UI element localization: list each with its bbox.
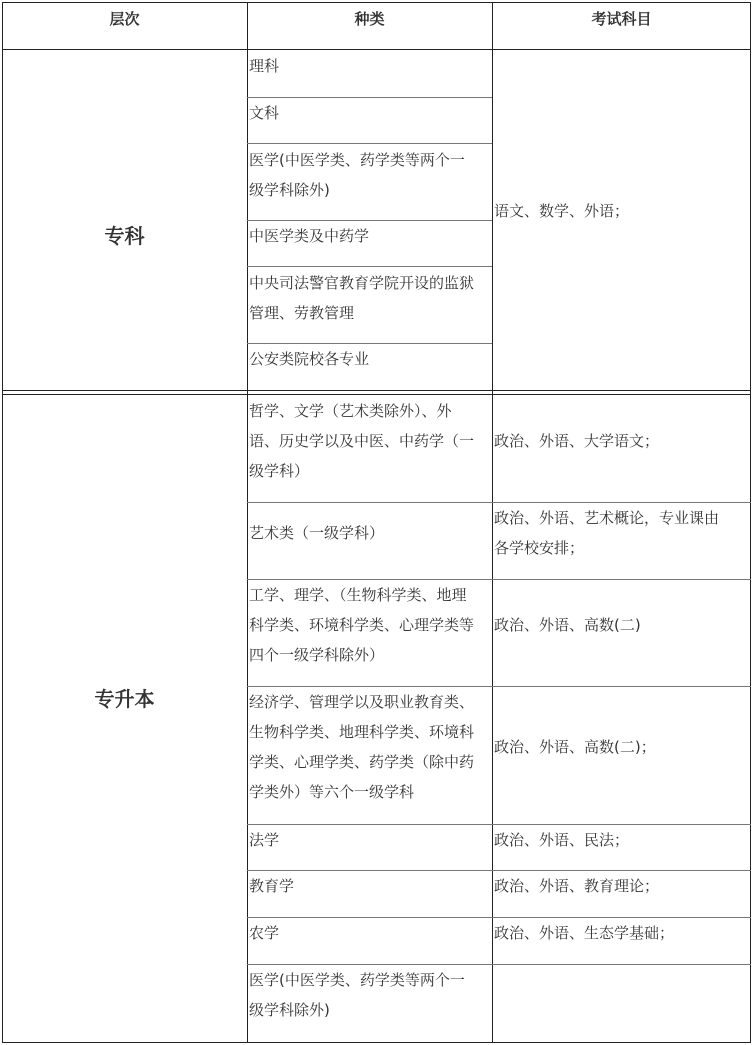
category-cell: 理科: [249, 57, 280, 75]
category-cell: 医学(中医学类、药学类等两个一 级学科除外): [249, 151, 465, 199]
category-cell: 医学(中医学类、药学类等两个一 级学科除外): [249, 971, 465, 1019]
subject-cell: 政治、外语、高数(二)；: [494, 738, 656, 756]
category-cell: 哲学、文学（艺术类除外）、外 语、历史学以及中医、中药学（一 级学科）: [249, 402, 475, 480]
category-cell: 中医学类及中药学: [249, 227, 370, 245]
column-divider: [492, 2, 493, 1043]
category-cell: 经济学、管理学以及职业教育类、 生物科学类、地理科学类、环境科 学类、心理学类、药学类（除中药 学类外）等六个一级学科: [249, 693, 475, 801]
category-cell: 艺术类（一级学科）: [249, 524, 385, 542]
level-zhuanke: 专科: [104, 224, 145, 248]
category-cell: 工学、理学、（生物科学类、地理 科学类、环境科学类、心理学类等 四个一级学科除外）: [249, 586, 475, 664]
section-divider: [2, 394, 751, 395]
header-subjects: 考试科目: [591, 10, 652, 28]
subject-cell: 政治、外语、民法；: [494, 831, 630, 849]
category-cell: 公安类院校各专业: [249, 350, 370, 368]
subject-cell: 政治、外语、大学语文；: [494, 432, 660, 450]
subject-cell: 政治、外语、教育理论；: [494, 877, 660, 895]
subject-cell: 语文、数学、外语；: [494, 202, 630, 220]
section-divider: [2, 390, 751, 391]
header-divider: [2, 49, 751, 50]
category-cell: 法学: [249, 831, 280, 849]
column-divider: [247, 2, 248, 1043]
category-cell: 教育学: [249, 877, 295, 895]
level-zhuanshengben: 专升本: [94, 687, 155, 711]
row-divider: [247, 143, 492, 144]
subject-cell: 政治、外语、高数(二): [494, 616, 641, 634]
category-cell: 中央司法警官教育学院开设的监狱 管理、劳教管理: [249, 274, 475, 322]
category-cell: 农学: [249, 924, 280, 942]
header-category: 种类: [354, 10, 385, 28]
subject-cell: 政治、外语、艺术概论，专业课由 各学校安排；: [494, 509, 720, 557]
category-cell: 文科: [249, 104, 280, 122]
header-level: 层次: [109, 10, 140, 28]
subject-cell: 政治、外语、生态学基础；: [494, 924, 675, 942]
row-divider: [247, 266, 492, 267]
